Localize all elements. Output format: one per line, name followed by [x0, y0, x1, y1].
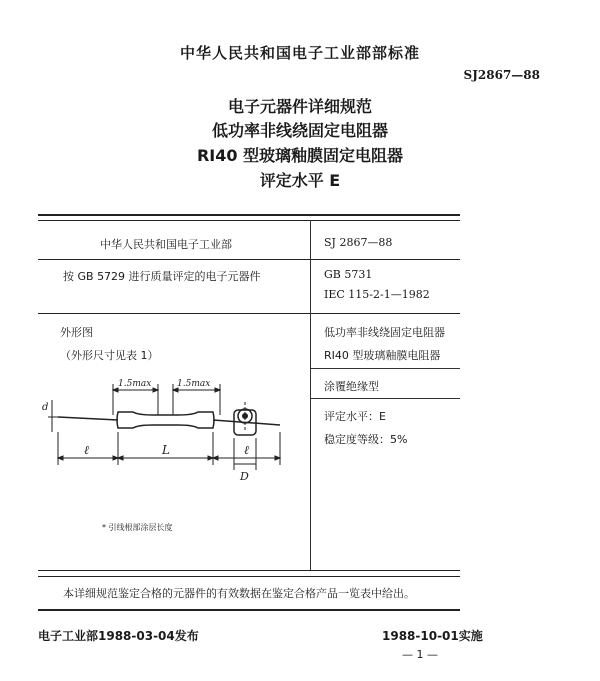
title-line-3: RI40 型玻璃釉膜固定电阻器	[196, 146, 404, 165]
effective-date: 1988-10-01实施	[382, 629, 483, 643]
label-d: d	[42, 402, 49, 413]
dim-label-right: 1.5max	[177, 379, 211, 389]
label-L: L	[162, 443, 170, 457]
title-line-4: 评定水平 E	[259, 171, 341, 190]
row1-left: 中华人民共和国电子工业部	[100, 238, 232, 251]
row2-right-2: IEC 115-2-1—1982	[324, 288, 430, 301]
row-divider-1	[38, 259, 460, 260]
label-l-left: ℓ	[84, 443, 89, 457]
table-top-rule	[38, 214, 460, 216]
row-divider-right-2	[310, 398, 460, 399]
row1-right: SJ 2867—88	[324, 236, 393, 249]
label-l-right: ℓ	[244, 443, 249, 457]
row-divider-4	[38, 576, 460, 577]
row-divider-3	[38, 570, 460, 571]
label-D: D	[240, 470, 249, 483]
drawing-footnote: * 引线根部涂层长度	[102, 523, 173, 532]
assessment-level: 评定水平：E	[324, 410, 386, 423]
table-top-rule-thin	[38, 220, 460, 221]
title-line-2: 低功率非线绕固定电阻器	[211, 121, 388, 140]
row-divider-2	[38, 313, 460, 314]
product-name-line-1: 低功率非线绕固定电阻器	[324, 326, 445, 339]
outline-drawing-title: 外形图	[60, 326, 93, 339]
resistor-outline-drawing	[40, 370, 310, 500]
row-divider-right-1	[310, 368, 460, 369]
standard-number: SJ2867—88	[463, 68, 540, 82]
product-name-line-2: RI40 型玻璃釉膜电阻器	[324, 349, 441, 362]
issue-date: 电子工业部1988-03-04发布	[38, 629, 199, 643]
title-line-1: 电子元器件详细规范	[227, 97, 372, 116]
validity-note: 本详细规范鉴定合格的元器件的有效数据在鉴定合格产品一览表中给出。	[63, 587, 415, 600]
organization-header: 中华人民共和国电子工业部部标准	[179, 44, 420, 62]
page-number: — 1 —	[402, 648, 438, 661]
row2-left: 按 GB 5729 进行质量评定的电子元器件	[63, 270, 261, 283]
outline-drawing-note: （外形尺寸见表 1）	[60, 349, 159, 362]
table-bottom-rule	[38, 609, 460, 611]
column-divider	[310, 220, 311, 570]
row2-right-1: GB 5731	[324, 268, 373, 281]
coating-type: 涂覆绝缘型	[324, 380, 379, 393]
stability-class: 稳定度等级：5%	[324, 433, 408, 446]
dim-label-left: 1.5max	[118, 379, 152, 389]
